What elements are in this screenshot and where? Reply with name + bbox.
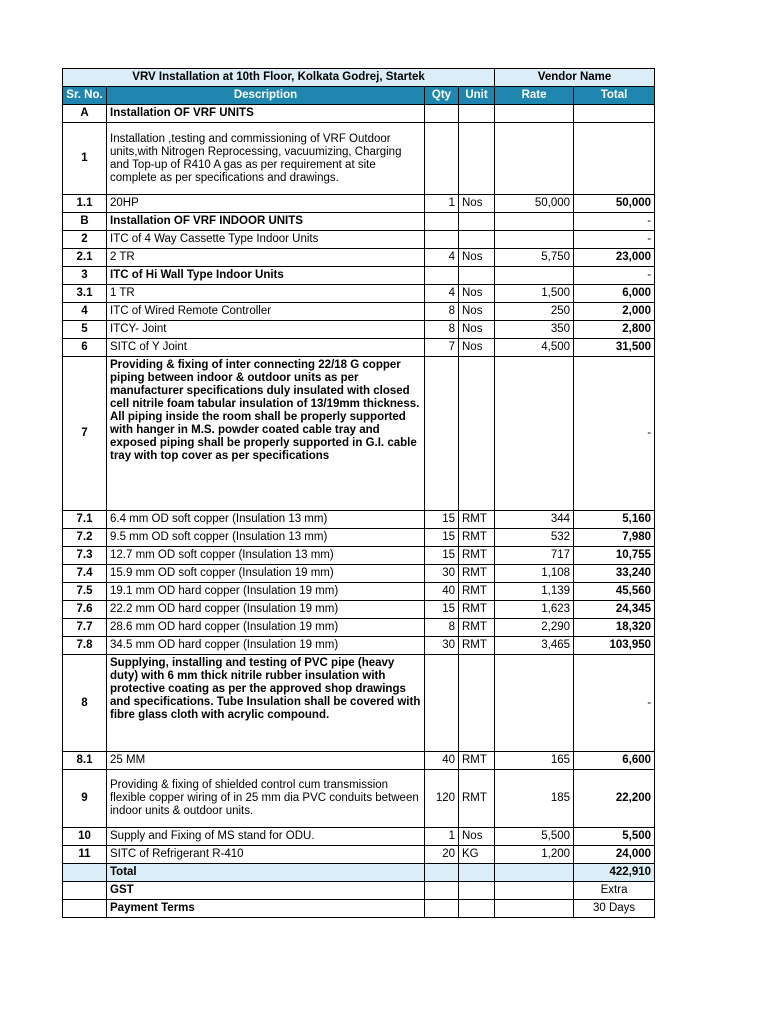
sr-no-cell: 3.1 [63, 285, 107, 303]
payment-terms-value: 30 Days [574, 900, 655, 918]
qty-cell [425, 357, 459, 511]
unit-cell: Nos [459, 195, 495, 213]
gst-row [63, 882, 655, 900]
total-cell: 33,240 [574, 565, 655, 583]
qty-cell: 1 [425, 195, 459, 213]
description-cell: Supplying, installing and testing of PVC pipe (heavy duty) with 6 mm thick nitrile rubber insulation with protective coating as per the approved shop drawings and specifications. Tube Insulation shall be covered with fibre glass cloth with acrylic compound. [107, 655, 425, 752]
description-cell: 9.5 mm OD soft copper (Insulation 13 mm) [107, 529, 425, 547]
table-row [63, 601, 655, 619]
sr-no-cell: 7 [63, 357, 107, 511]
total-cell: - [574, 357, 655, 511]
col-sr-no: Sr. No. [63, 87, 107, 105]
qty-cell [425, 267, 459, 285]
description-cell: 22.2 mm OD hard copper (Insulation 19 mm) [107, 601, 425, 619]
table-row [63, 123, 655, 195]
qty-cell: 4 [425, 249, 459, 267]
qty-cell: 40 [425, 583, 459, 601]
total-cell: 23,000 [574, 249, 655, 267]
total-cell: 2,800 [574, 321, 655, 339]
rate-cell: 532 [495, 529, 574, 547]
description-cell: Installation ,testing and commissioning of VRF Outdoor units,with Nitrogen Reprocessing, vacuumizing, Charging and Top-up of R410 A gas as per requirement at site complete as per specifications and drawings. [107, 123, 425, 195]
title-row [63, 69, 655, 87]
description-cell: Installation OF VRF INDOOR UNITS [107, 213, 425, 231]
description-cell: 12.7 mm OD soft copper (Insulation 13 mm) [107, 547, 425, 565]
summary-rows [63, 864, 655, 918]
qty-cell: 8 [425, 321, 459, 339]
qty-cell: 1 [425, 828, 459, 846]
qty-cell [425, 213, 459, 231]
sr-no-cell: 7.8 [63, 637, 107, 655]
table-row [63, 105, 655, 123]
qty-cell: 15 [425, 529, 459, 547]
description-cell: Supply and Fixing of MS stand for ODU. [107, 828, 425, 846]
rate-cell: 2,290 [495, 619, 574, 637]
qty-cell: 30 [425, 637, 459, 655]
sheet-title: VRV Installation at 10th Floor, Kolkata Godrej, Startek [63, 69, 495, 87]
total-cell: 45,560 [574, 583, 655, 601]
sr-no-cell: 7.4 [63, 565, 107, 583]
payment-terms-row [63, 900, 655, 918]
qty-cell: 4 [425, 285, 459, 303]
unit-cell [459, 105, 495, 123]
rate-cell [495, 231, 574, 249]
qty-cell [425, 655, 459, 752]
sr-no-cell: 10 [63, 828, 107, 846]
qty-cell [425, 105, 459, 123]
sr-no-cell: 7.2 [63, 529, 107, 547]
unit-cell: RMT [459, 637, 495, 655]
sr-no-cell: 2 [63, 231, 107, 249]
qty-cell: 8 [425, 619, 459, 637]
unit-cell [459, 231, 495, 249]
unit-cell: Nos [459, 285, 495, 303]
description-cell: ITCY- Joint [107, 321, 425, 339]
description-cell: Installation OF VRF UNITS [107, 105, 425, 123]
description-cell: 25 MM [107, 752, 425, 770]
qty-cell [425, 231, 459, 249]
sr-no-cell: A [63, 105, 107, 123]
qty-cell: 120 [425, 770, 459, 828]
rate-cell: 5,750 [495, 249, 574, 267]
total-cell: 103,950 [574, 637, 655, 655]
qty-cell: 20 [425, 846, 459, 864]
description-cell: ITC of Hi Wall Type Indoor Units [107, 267, 425, 285]
unit-cell: Nos [459, 249, 495, 267]
rate-cell [495, 123, 574, 195]
table-row [63, 637, 655, 655]
sr-no-cell: 5 [63, 321, 107, 339]
rate-cell: 4,500 [495, 339, 574, 357]
sr-no-cell: 9 [63, 770, 107, 828]
table-row [63, 339, 655, 357]
total-cell: 31,500 [574, 339, 655, 357]
rate-cell [495, 213, 574, 231]
unit-cell: KG [459, 846, 495, 864]
rate-cell: 185 [495, 770, 574, 828]
description-cell: Providing & fixing of shielded control cum transmission flexible copper wiring of in 25 mm dia PVC conduits between indoor units & outdoor units. [107, 770, 425, 828]
description-cell: 34.5 mm OD hard copper (Insulation 19 mm) [107, 637, 425, 655]
sr-no-cell: 4 [63, 303, 107, 321]
col-unit: Unit [459, 87, 495, 105]
rate-cell: 5,500 [495, 828, 574, 846]
rate-cell: 350 [495, 321, 574, 339]
qty-cell: 15 [425, 601, 459, 619]
table-row [63, 655, 655, 752]
unit-cell [459, 123, 495, 195]
table-row [63, 529, 655, 547]
unit-cell: Nos [459, 828, 495, 846]
total-cell: - [574, 655, 655, 752]
unit-cell: RMT [459, 547, 495, 565]
table-row [63, 231, 655, 249]
description-cell: SITC of Refrigerant R-410 [107, 846, 425, 864]
description-cell: SITC of Y Joint [107, 339, 425, 357]
qty-cell: 15 [425, 547, 459, 565]
sr-no-cell: 1.1 [63, 195, 107, 213]
unit-cell: RMT [459, 583, 495, 601]
table-row [63, 285, 655, 303]
sr-no-cell: 8 [63, 655, 107, 752]
sr-no-cell: 7.6 [63, 601, 107, 619]
description-cell: ITC of 4 Way Cassette Type Indoor Units [107, 231, 425, 249]
col-description: Description [107, 87, 425, 105]
total-cell: - [574, 267, 655, 285]
description-cell: Providing & fixing of inter connecting 22/18 G copper piping between indoor & outdoor units as per manufacturer specifications duly insulated with closed cell nitrile foam tabular insulation of 13/19mm thickness. All piping inside the room shall be properly supported with hanger in M.S. powder coated cable tray and exposed piping shall be properly supported in G.I. cable tray with top cover as per specifications [107, 357, 425, 511]
unit-cell [459, 655, 495, 752]
rate-cell: 344 [495, 511, 574, 529]
total-cell: 24,000 [574, 846, 655, 864]
quotation-table [62, 68, 655, 918]
table-row [63, 321, 655, 339]
total-cell: 5,500 [574, 828, 655, 846]
col-qty: Qty [425, 87, 459, 105]
unit-cell: RMT [459, 601, 495, 619]
unit-cell [459, 357, 495, 511]
qty-cell [425, 123, 459, 195]
sr-no-cell: 7.3 [63, 547, 107, 565]
total-cell: 24,345 [574, 601, 655, 619]
table-row [63, 619, 655, 637]
table-row [63, 357, 655, 511]
description-cell: 15.9 mm OD soft copper (Insulation 19 mm) [107, 565, 425, 583]
sr-no-cell: 6 [63, 339, 107, 357]
payment-terms-label: Payment Terms [107, 900, 425, 918]
total-row [63, 864, 655, 882]
column-header-row [63, 87, 655, 105]
sr-no-cell: 7.5 [63, 583, 107, 601]
total-cell: - [574, 231, 655, 249]
rate-cell: 1,500 [495, 285, 574, 303]
sr-no-cell: 1 [63, 123, 107, 195]
total-cell: 5,160 [574, 511, 655, 529]
table-row [63, 565, 655, 583]
total-label: Total [107, 864, 425, 882]
table-row [63, 828, 655, 846]
col-total: Total [574, 87, 655, 105]
qty-cell: 7 [425, 339, 459, 357]
table-row [63, 752, 655, 770]
total-value: 422,910 [574, 864, 655, 882]
unit-cell: Nos [459, 303, 495, 321]
unit-cell: RMT [459, 511, 495, 529]
table-row [63, 547, 655, 565]
description-cell: 19.1 mm OD hard copper (Insulation 19 mm) [107, 583, 425, 601]
unit-cell: Nos [459, 339, 495, 357]
rate-cell: 1,139 [495, 583, 574, 601]
sr-no-cell: 8.1 [63, 752, 107, 770]
table-row [63, 267, 655, 285]
unit-cell [459, 213, 495, 231]
vendor-name-header: Vendor Name [495, 69, 655, 87]
unit-cell: RMT [459, 529, 495, 547]
description-cell: 2 TR [107, 249, 425, 267]
rate-cell [495, 357, 574, 511]
sr-no-cell: 7.1 [63, 511, 107, 529]
rate-cell [495, 105, 574, 123]
description-cell: 28.6 mm OD hard copper (Insulation 19 mm) [107, 619, 425, 637]
rate-cell: 50,000 [495, 195, 574, 213]
rate-cell [495, 655, 574, 752]
description-cell: 1 TR [107, 285, 425, 303]
total-cell: 22,200 [574, 770, 655, 828]
table-row [63, 303, 655, 321]
table-row [63, 770, 655, 828]
description-cell: 20HP [107, 195, 425, 213]
sr-no-cell: B [63, 213, 107, 231]
sr-no-cell: 11 [63, 846, 107, 864]
qty-cell: 8 [425, 303, 459, 321]
total-cell: 10,755 [574, 547, 655, 565]
rate-cell: 3,465 [495, 637, 574, 655]
rate-cell: 717 [495, 547, 574, 565]
rate-cell: 250 [495, 303, 574, 321]
table-row [63, 511, 655, 529]
unit-cell: RMT [459, 770, 495, 828]
total-cell [574, 105, 655, 123]
unit-cell [459, 267, 495, 285]
rate-cell: 165 [495, 752, 574, 770]
table-row [63, 213, 655, 231]
item-rows [63, 105, 655, 864]
table-row [63, 195, 655, 213]
unit-cell: RMT [459, 565, 495, 583]
description-cell: ITC of Wired Remote Controller [107, 303, 425, 321]
unit-cell: RMT [459, 619, 495, 637]
total-cell: 2,000 [574, 303, 655, 321]
rate-cell: 1,200 [495, 846, 574, 864]
unit-cell: Nos [459, 321, 495, 339]
rate-cell [495, 267, 574, 285]
unit-cell: RMT [459, 752, 495, 770]
sr-no-cell: 7.7 [63, 619, 107, 637]
description-cell: 6.4 mm OD soft copper (Insulation 13 mm) [107, 511, 425, 529]
rate-cell: 1,108 [495, 565, 574, 583]
table-row [63, 583, 655, 601]
qty-cell: 40 [425, 752, 459, 770]
gst-label: GST [107, 882, 425, 900]
total-cell: 6,000 [574, 285, 655, 303]
total-cell: 6,600 [574, 752, 655, 770]
total-cell: 50,000 [574, 195, 655, 213]
total-cell [574, 123, 655, 195]
sr-no-cell: 3 [63, 267, 107, 285]
table-row [63, 846, 655, 864]
total-cell: 18,320 [574, 619, 655, 637]
rate-cell: 1,623 [495, 601, 574, 619]
table-row [63, 249, 655, 267]
total-cell: - [574, 213, 655, 231]
total-cell: 7,980 [574, 529, 655, 547]
qty-cell: 15 [425, 511, 459, 529]
qty-cell: 30 [425, 565, 459, 583]
gst-value: Extra [574, 882, 655, 900]
col-rate: Rate [495, 87, 574, 105]
sr-no-cell: 2.1 [63, 249, 107, 267]
